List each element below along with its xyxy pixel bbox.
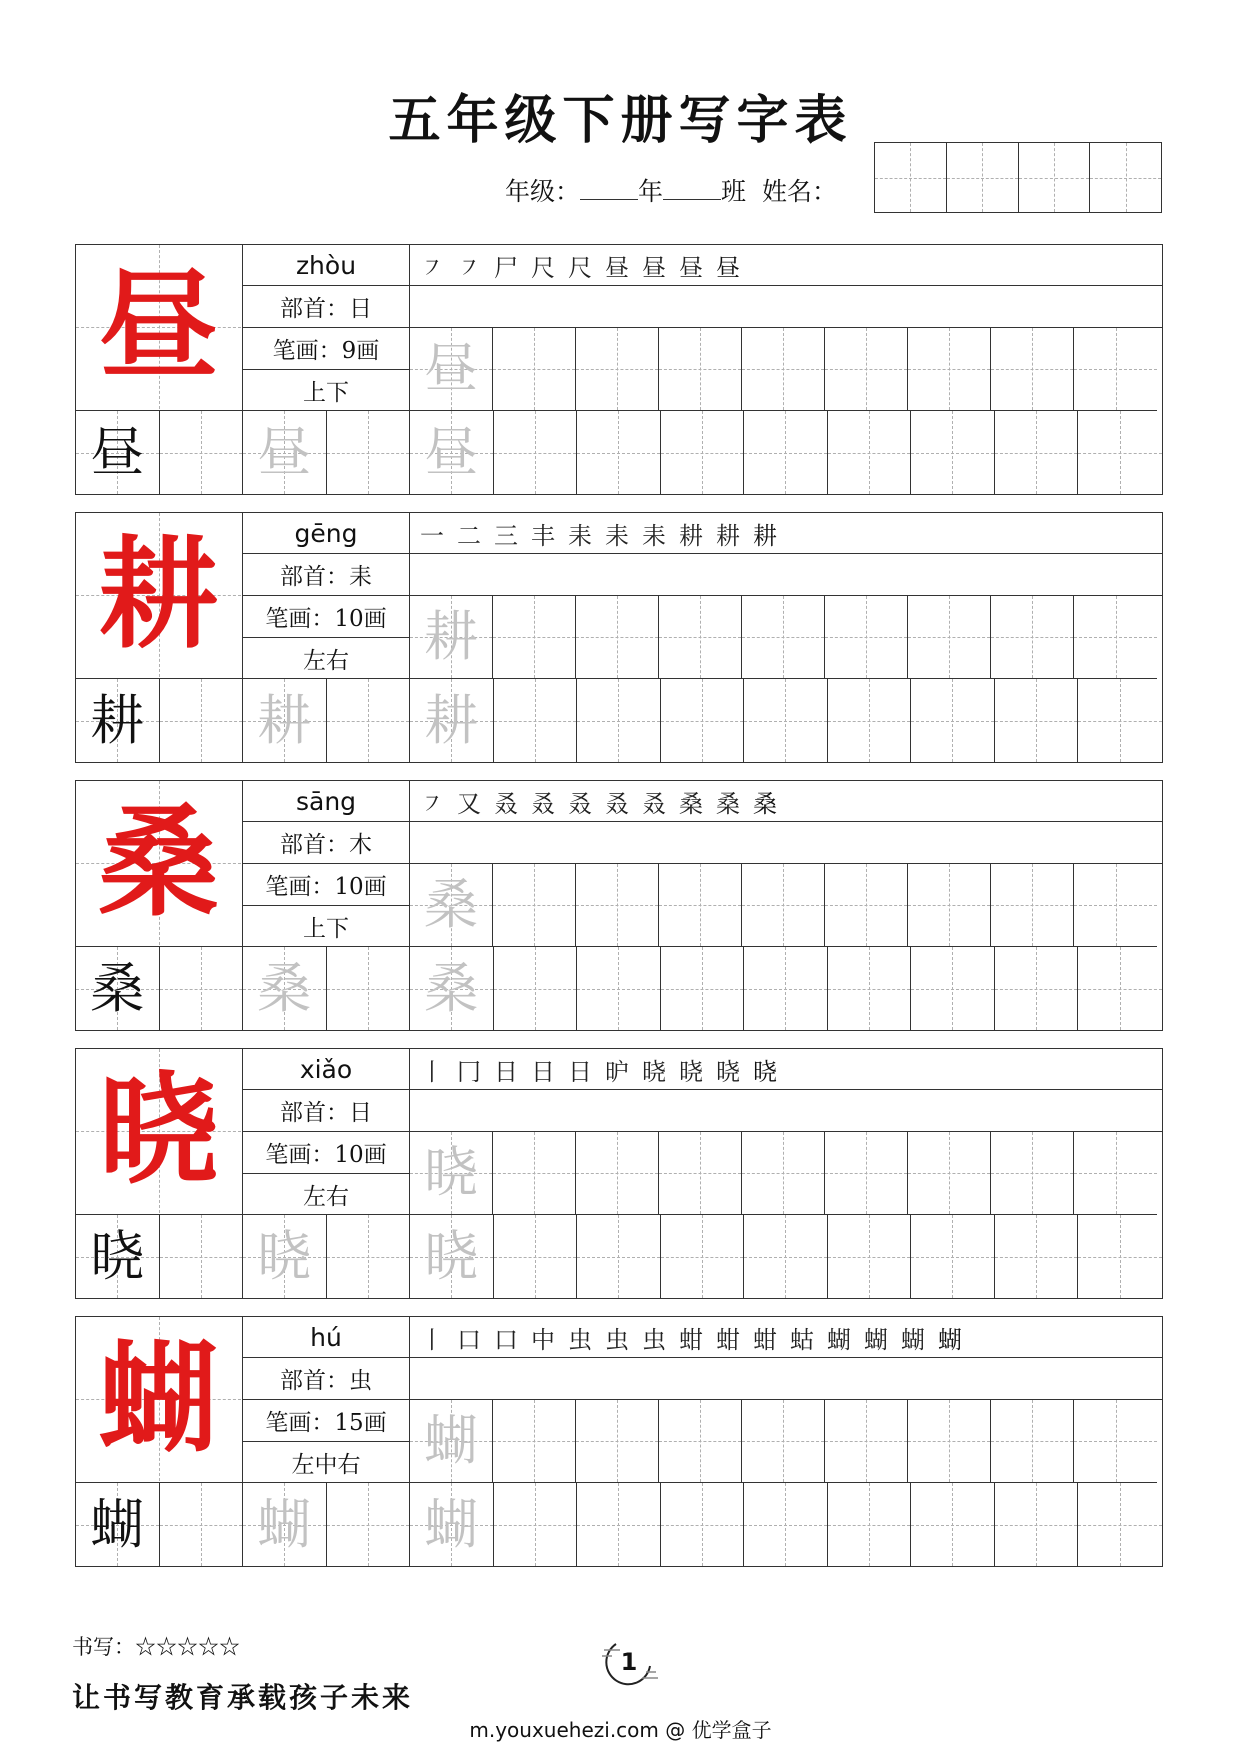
practice-cell[interactable] — [160, 679, 244, 762]
name-cell[interactable] — [1090, 143, 1161, 212]
model-character: 桑 — [90, 956, 145, 1020]
radical: 部首：木 — [243, 822, 410, 864]
blank-row[interactable] — [410, 1090, 1162, 1132]
class-blank[interactable] — [663, 177, 721, 200]
trace-character: 蝴 — [424, 1409, 478, 1472]
stroke-step: 虫 — [605, 1325, 629, 1354]
year-label: 年 — [638, 177, 664, 206]
stroke-step: 尺 — [568, 253, 592, 282]
practice-cell[interactable] — [493, 1132, 576, 1215]
stroke-step: 蝴 — [938, 1325, 962, 1354]
character-block — [75, 1316, 1163, 1567]
stroke-step: 耕 — [716, 521, 740, 550]
model-character: 蝴 — [90, 1492, 145, 1556]
stroke-step: 叒 — [605, 789, 629, 818]
big-character: 昼 — [98, 256, 219, 397]
character-block — [75, 512, 1163, 763]
stroke-step: 三 — [494, 521, 518, 550]
trace-character: 桑 — [424, 873, 478, 936]
big-character-cell — [76, 781, 243, 947]
stroke-step: 日 — [494, 1057, 518, 1086]
stroke-step: 口 — [457, 1325, 481, 1354]
character-block — [75, 1048, 1163, 1299]
practice-cell[interactable] — [1078, 1483, 1162, 1566]
practice-cell[interactable] — [908, 1132, 991, 1215]
practice-cell[interactable] — [911, 1215, 995, 1298]
stroke-count: 笔画：10画 — [243, 864, 410, 906]
stroke-step: 昼 — [642, 253, 666, 282]
stroke-step: 尺 — [531, 253, 555, 282]
stroke-step: 蛄 — [790, 1325, 814, 1354]
radical: 部首：日 — [243, 286, 410, 328]
stroke-step: 耕 — [679, 521, 703, 550]
motto: 让书写教育承载孩子未来 — [72, 1681, 414, 1714]
practice-cell[interactable] — [661, 411, 745, 494]
trace-character: 昼 — [424, 420, 479, 484]
practice-cell[interactable] — [493, 1400, 576, 1483]
structure: 上下 — [243, 906, 410, 947]
grade-blank[interactable] — [580, 177, 638, 200]
stroke-step: 蝴 — [827, 1325, 851, 1354]
stroke-step: 晓 — [716, 1057, 740, 1086]
stroke-count: 笔画：10画 — [243, 596, 410, 638]
stroke-order-row — [410, 1317, 1162, 1358]
practice-cell[interactable] — [76, 411, 160, 494]
practice-cell[interactable] — [243, 1215, 327, 1298]
trace-character: 晓 — [424, 1141, 478, 1204]
practice-cell[interactable] — [991, 596, 1074, 679]
class-label: 班 — [721, 177, 747, 206]
practice-cell[interactable] — [493, 864, 576, 947]
site-credit: m.youxuehezi.com @ 优学盒子 — [469, 1718, 772, 1742]
stroke-step: 昼 — [679, 253, 703, 282]
practice-cell[interactable] — [160, 411, 244, 494]
stroke-order-row — [410, 1049, 1162, 1090]
trace-character: 耕 — [424, 605, 478, 668]
practice-cell[interactable] — [160, 1483, 244, 1566]
practice-cell[interactable] — [577, 679, 661, 762]
practice-cell[interactable] — [911, 679, 995, 762]
practice-cell[interactable] — [327, 1483, 411, 1566]
stroke-order-row — [410, 513, 1162, 554]
practice-cell[interactable] — [493, 328, 576, 411]
stroke-step: 冂 — [457, 1057, 481, 1086]
practice-cell[interactable] — [659, 1400, 742, 1483]
practice-cell[interactable] — [661, 679, 745, 762]
practice-cell[interactable] — [991, 328, 1074, 411]
stroke-step: 晓 — [753, 1057, 777, 1086]
stroke-step: 中 — [531, 1325, 555, 1354]
practice-cell[interactable] — [825, 864, 908, 947]
stroke-step: 蝴 — [864, 1325, 888, 1354]
character-block — [75, 244, 1163, 495]
practice-cell[interactable] — [828, 679, 912, 762]
practice-cell[interactable] — [1078, 1215, 1162, 1298]
practice-cell[interactable] — [576, 328, 659, 411]
practice-cell[interactable] — [744, 679, 828, 762]
practice-cell[interactable] — [494, 679, 578, 762]
practice-cell[interactable] — [410, 328, 493, 411]
stroke-step: 叒 — [642, 789, 666, 818]
radical: 部首：虫 — [243, 1358, 410, 1400]
practice-cell[interactable] — [991, 864, 1074, 947]
trace-character: 蝴 — [424, 1492, 479, 1556]
practice-cell[interactable] — [991, 1400, 1074, 1483]
page-title: 五年级下册写字表 — [388, 90, 853, 151]
practice-cell[interactable] — [825, 328, 908, 411]
stroke-step: 叒 — [494, 789, 518, 818]
practice-cell[interactable] — [661, 947, 745, 1030]
practice-cell[interactable] — [911, 411, 995, 494]
practice-cell[interactable] — [410, 1132, 493, 1215]
practice-cell[interactable] — [742, 864, 825, 947]
model-character: 晓 — [90, 1224, 145, 1288]
practice-cell[interactable] — [744, 411, 828, 494]
structure: 左右 — [243, 1174, 410, 1215]
stroke-step: 耒 — [605, 521, 629, 550]
practice-cell[interactable] — [744, 947, 828, 1030]
practice-cell[interactable] — [744, 1215, 828, 1298]
stroke-step: ㇇ — [420, 253, 444, 282]
practice-cell[interactable] — [410, 864, 493, 947]
practice-cell[interactable] — [825, 596, 908, 679]
practice-cell[interactable] — [493, 596, 576, 679]
practice-cell[interactable] — [494, 947, 578, 1030]
stroke-count: 笔画：10画 — [243, 1132, 410, 1174]
practice-cell[interactable] — [661, 1483, 745, 1566]
structure: 左右 — [243, 638, 410, 679]
stroke-step: ㇇ — [420, 789, 444, 818]
stroke-count: 笔画：15画 — [243, 1400, 410, 1442]
practice-cell[interactable] — [1074, 328, 1157, 411]
practice-cell[interactable] — [742, 596, 825, 679]
practice-cell[interactable] — [995, 411, 1079, 494]
stroke-step: 蚶 — [679, 1325, 703, 1354]
practice-cell[interactable] — [410, 947, 494, 1030]
stroke-step: 耒 — [642, 521, 666, 550]
radical: 部首：耒 — [243, 554, 410, 596]
practice-cell[interactable] — [908, 328, 991, 411]
practice-cell[interactable] — [742, 1400, 825, 1483]
stroke-step: 耒 — [568, 521, 592, 550]
stroke-step: 桑 — [679, 789, 703, 818]
pinyin: zhòu — [243, 245, 410, 286]
practice-cell[interactable] — [1074, 1132, 1157, 1215]
practice-cell[interactable] — [661, 1215, 745, 1298]
practice-cell[interactable] — [410, 1483, 494, 1566]
practice-cell[interactable] — [576, 864, 659, 947]
stroke-step: 晓 — [642, 1057, 666, 1086]
practice-cell[interactable] — [828, 1483, 912, 1566]
practice-cell[interactable] — [659, 596, 742, 679]
stroke-step: 桑 — [753, 789, 777, 818]
practice-cell[interactable] — [410, 1400, 493, 1483]
practice-cell[interactable] — [659, 864, 742, 947]
blank-row[interactable] — [410, 822, 1162, 864]
big-character-cell — [76, 1317, 243, 1483]
practice-cell[interactable] — [995, 1483, 1079, 1566]
stroke-order-row — [410, 781, 1162, 822]
pinyin: hú — [243, 1317, 410, 1358]
practice-cell[interactable] — [825, 1132, 908, 1215]
big-character: 桑 — [98, 792, 219, 933]
practice-cell[interactable] — [410, 1215, 494, 1298]
pinyin: sāng — [243, 781, 410, 822]
practice-cell[interactable] — [327, 1215, 411, 1298]
trace-character: 桑 — [257, 956, 312, 1020]
practice-cell[interactable] — [76, 1483, 160, 1566]
stroke-step: 桑 — [716, 789, 740, 818]
practice-cell[interactable] — [995, 679, 1079, 762]
stroke-step: 虫 — [568, 1325, 592, 1354]
practice-cell[interactable] — [243, 411, 327, 494]
practice-cell[interactable] — [744, 1483, 828, 1566]
practice-cell[interactable] — [494, 1215, 578, 1298]
structure: 左中右 — [243, 1442, 410, 1483]
big-character: 蝴 — [98, 1328, 219, 1469]
stroke-step: 蚶 — [753, 1325, 777, 1354]
name-cell[interactable] — [1019, 143, 1091, 212]
pinyin: gēng — [243, 513, 410, 554]
practice-cell[interactable] — [327, 411, 411, 494]
big-character-cell — [76, 1049, 243, 1215]
structure: 上下 — [243, 370, 410, 411]
name-cell[interactable] — [875, 143, 947, 212]
practice-cell[interactable] — [659, 1132, 742, 1215]
practice-cell[interactable] — [995, 1215, 1079, 1298]
practice-cell[interactable] — [243, 947, 327, 1030]
stroke-step: ㇇ — [457, 253, 481, 282]
big-character: 耕 — [98, 524, 219, 665]
practice-cell[interactable] — [742, 328, 825, 411]
practice-cell[interactable] — [577, 411, 661, 494]
practice-cell[interactable] — [410, 596, 493, 679]
stroke-order-row — [410, 245, 1162, 286]
stroke-step: 尸 — [494, 253, 518, 282]
practice-cell[interactable] — [828, 947, 912, 1030]
trace-character: 晓 — [257, 1224, 312, 1288]
practice-cell[interactable] — [995, 947, 1079, 1030]
practice-cell[interactable] — [1074, 596, 1157, 679]
stroke-step: 蝴 — [901, 1325, 925, 1354]
trace-character: 耕 — [424, 688, 479, 752]
grade-label: 年级： — [505, 177, 581, 206]
stroke-step: 一 — [420, 521, 444, 550]
name-cell[interactable] — [947, 143, 1019, 212]
stroke-step: 昼 — [605, 253, 629, 282]
practice-cell[interactable] — [576, 1400, 659, 1483]
practice-cell[interactable] — [659, 328, 742, 411]
blank-row[interactable] — [410, 286, 1162, 328]
stroke-step: 叒 — [531, 789, 555, 818]
big-character-cell — [76, 245, 243, 411]
practice-cell[interactable] — [1074, 864, 1157, 947]
page-number-text: 1 — [620, 1648, 638, 1676]
practice-cell[interactable] — [1074, 1400, 1157, 1483]
practice-cell[interactable] — [327, 947, 411, 1030]
blank-row[interactable] — [410, 554, 1162, 596]
stroke-step: 日 — [568, 1057, 592, 1086]
stroke-step: 昼 — [716, 253, 740, 282]
practice-cell[interactable] — [1078, 679, 1162, 762]
practice-cell[interactable] — [1078, 947, 1162, 1030]
stroke-count: 笔画：9画 — [243, 328, 410, 370]
practice-cell[interactable] — [911, 947, 995, 1030]
practice-cell[interactable] — [327, 679, 411, 762]
name-grid[interactable] — [874, 142, 1162, 213]
radical: 部首：日 — [243, 1090, 410, 1132]
practice-cell[interactable] — [577, 947, 661, 1030]
practice-cell[interactable] — [908, 864, 991, 947]
student-info-line — [505, 172, 837, 208]
page-number — [598, 1636, 660, 1688]
stroke-step: 二 — [457, 521, 481, 550]
trace-character: 昼 — [424, 337, 478, 400]
practice-cell[interactable] — [576, 1132, 659, 1215]
stroke-step: 口 — [494, 1325, 518, 1354]
stroke-step: 虫 — [642, 1325, 666, 1354]
practice-cell[interactable] — [410, 679, 494, 762]
stroke-step: 日 — [531, 1057, 555, 1086]
stroke-step: 又 — [457, 789, 481, 818]
writing-rating: 书写：☆☆☆☆☆ — [72, 1635, 240, 1659]
big-character: 晓 — [98, 1060, 219, 1201]
practice-cell[interactable] — [76, 947, 160, 1030]
stroke-step: 晓 — [679, 1057, 703, 1086]
stroke-step: 耕 — [753, 521, 777, 550]
stroke-step: 叒 — [568, 789, 592, 818]
stroke-step: 丨 — [420, 1057, 444, 1086]
model-character: 昼 — [90, 420, 145, 484]
practice-cell[interactable] — [908, 1400, 991, 1483]
stroke-step: 丨 — [420, 1325, 444, 1354]
practice-cell[interactable] — [828, 1215, 912, 1298]
stroke-step: 昈 — [605, 1057, 629, 1086]
practice-cell[interactable] — [742, 1132, 825, 1215]
practice-cell[interactable] — [991, 1132, 1074, 1215]
model-character: 耕 — [90, 688, 145, 752]
stroke-step: 丰 — [531, 521, 555, 550]
practice-cell[interactable] — [1078, 411, 1162, 494]
practice-cell[interactable] — [243, 679, 327, 762]
practice-cell[interactable] — [577, 1215, 661, 1298]
practice-cell[interactable] — [76, 679, 160, 762]
name-label: 姓名： — [761, 177, 837, 206]
practice-cell[interactable] — [160, 947, 244, 1030]
practice-cell[interactable] — [828, 411, 912, 494]
trace-character: 桑 — [424, 956, 479, 1020]
blank-row[interactable] — [410, 1358, 1162, 1400]
stroke-step: 蚶 — [716, 1325, 740, 1354]
practice-cell[interactable] — [494, 411, 578, 494]
trace-character: 蝴 — [257, 1492, 312, 1556]
practice-cell[interactable] — [76, 1215, 160, 1298]
practice-cell[interactable] — [825, 1400, 908, 1483]
character-block — [75, 780, 1163, 1031]
practice-cell[interactable] — [494, 1483, 578, 1566]
practice-cell[interactable] — [243, 1483, 327, 1566]
practice-cell[interactable] — [911, 1483, 995, 1566]
practice-cell[interactable] — [908, 596, 991, 679]
practice-cell[interactable] — [160, 1215, 244, 1298]
practice-cell[interactable] — [577, 1483, 661, 1566]
big-character-cell — [76, 513, 243, 679]
practice-cell[interactable] — [410, 411, 494, 494]
practice-cell[interactable] — [576, 596, 659, 679]
trace-character: 昼 — [257, 420, 312, 484]
pinyin: xiǎo — [243, 1049, 410, 1090]
trace-character: 晓 — [424, 1224, 479, 1288]
trace-character: 耕 — [257, 688, 312, 752]
